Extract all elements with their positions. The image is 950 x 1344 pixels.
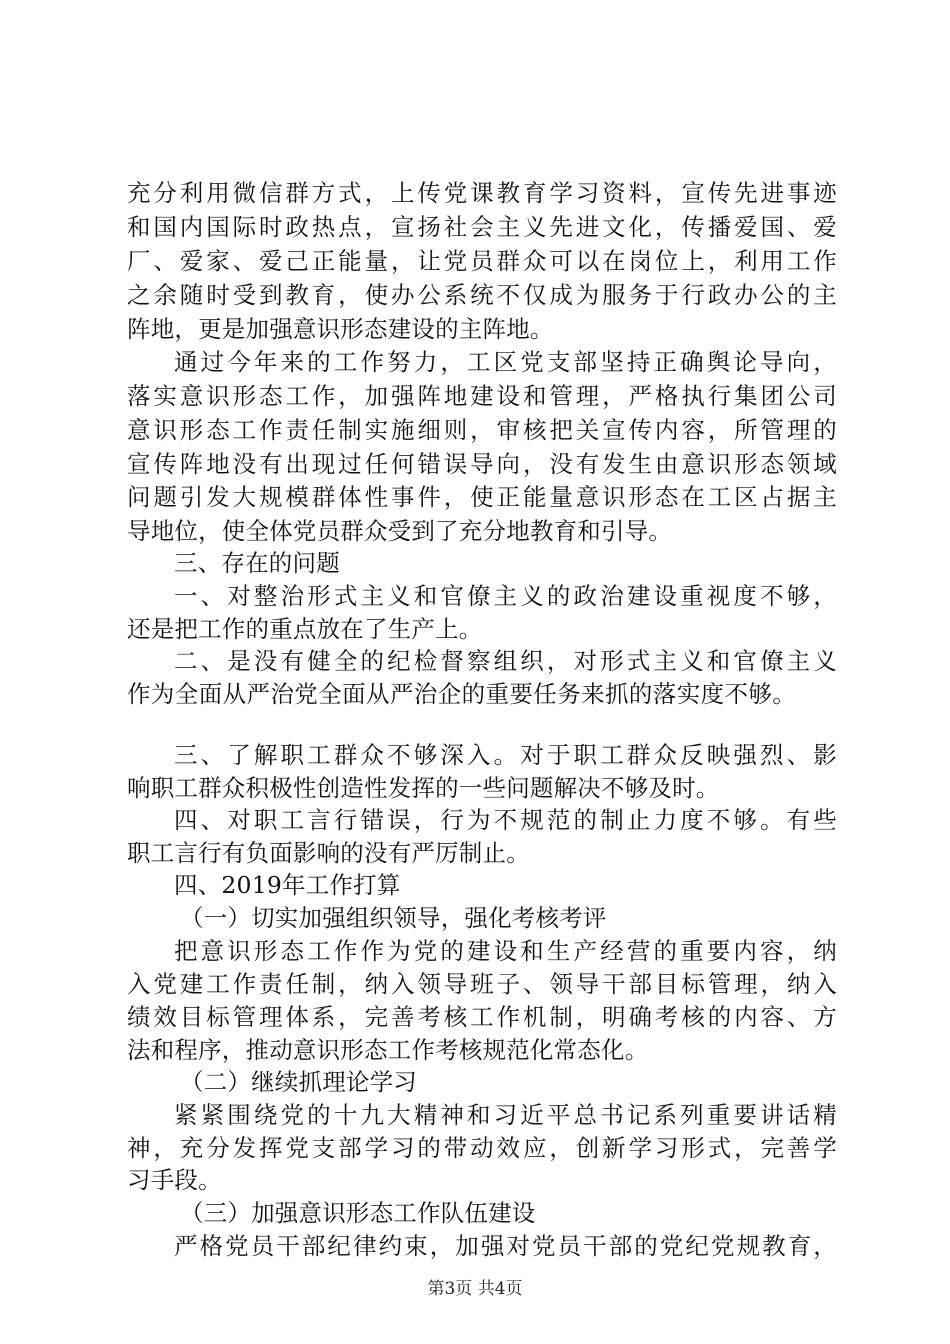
text-line: 通过今年来的工作努力，工区党支部坚持正确舆论导向， <box>174 348 837 376</box>
text-line: 一、对整治形式主义和官僚主义的政治建设重视度不够， <box>174 582 837 610</box>
text-line: 职工言行有负面影响的没有严厉制止。 <box>127 839 530 867</box>
text-line: 紧紧围绕党的十九大精神和习近平总书记系列重要讲话精 <box>174 1101 837 1129</box>
text-line: 入党建工作责任制，纳入领导班子、领导干部目标管理，纳入 <box>127 970 837 998</box>
text-line: 意识形态工作责任制实施细则，审核把关宣传内容，所管理的 <box>127 416 837 444</box>
subsection-heading: （三）加强意识形态工作队伍建设 <box>180 1199 536 1227</box>
subsection-heading: （二）继续抓理论学习 <box>180 1068 417 1096</box>
text-line: 把意识形态工作作为党的建设和生产经营的重要内容，纳 <box>174 937 837 965</box>
text-line: 和国内国际时政热点，宣扬社会主义先进文化，传播爱国、爱 <box>127 213 837 241</box>
subsection-heading: （一）切实加强组织领导，强化考核考评 <box>180 904 607 932</box>
text-line: 还是把工作的重点放在了生产上。 <box>127 615 483 643</box>
text-line: 二、是没有健全的纪检督察组织，对形式主义和官僚主义 <box>174 647 837 675</box>
text-line: 神，充分发挥党支部学习的带动效应，创新学习形式，完善学 <box>127 1134 837 1162</box>
text-line: 阵地，更是加强意识形态建设的主阵地。 <box>127 315 554 343</box>
text-line: 法和程序，推动意识形态工作考核规范化常态化。 <box>127 1036 649 1064</box>
text-line: 厂、爱家、爱己正能量，让党员群众可以在岗位上，利用工作 <box>127 247 837 275</box>
section-heading: 三、存在的问题 <box>174 549 340 577</box>
text-line: 三、了解职工群众不够深入。对于职工群众反映强烈、影 <box>174 741 837 769</box>
section-heading: 四、2019年工作打算 <box>174 871 401 899</box>
text-line: 宣传阵地没有出现过任何错误导向，没有发生由意识形态领域 <box>127 450 837 478</box>
text-line: 响职工群众积极性创造性发挥的一些问题解决不够及时。 <box>127 774 720 802</box>
text-line: 充分利用微信群方式，上传党课教育学习资料，宣传先进事迹 <box>127 179 837 207</box>
text-line: 作为全面从严治党全面从严治企的重要任务来抓的落实度不够。 <box>127 680 797 708</box>
text-line: 四、对职工言行错误，行为不规范的制止力度不够。有些 <box>174 806 837 834</box>
text-line: 落实意识形态工作，加强阵地建设和管理，严格执行集团公司 <box>127 382 837 410</box>
page-number: 第3页 共4页 <box>427 1279 523 1299</box>
text-line: 导地位，使全体党员群众受到了充分地教育和引导。 <box>127 517 673 545</box>
text-line: 之余随时受到教育，使办公系统不仅成为服务于行政办公的主 <box>127 281 837 309</box>
text-line: 严格党员干部纪律约束，加强对党员干部的党纪党规教育， <box>174 1232 837 1260</box>
text-line: 绩效目标管理体系，完善考核工作机制，明确考核的内容、方 <box>127 1003 837 1031</box>
text-line: 习手段。 <box>127 1166 222 1194</box>
text-line: 问题引发大规模群体性事件，使正能量意识形态在工区占据主 <box>127 483 837 511</box>
